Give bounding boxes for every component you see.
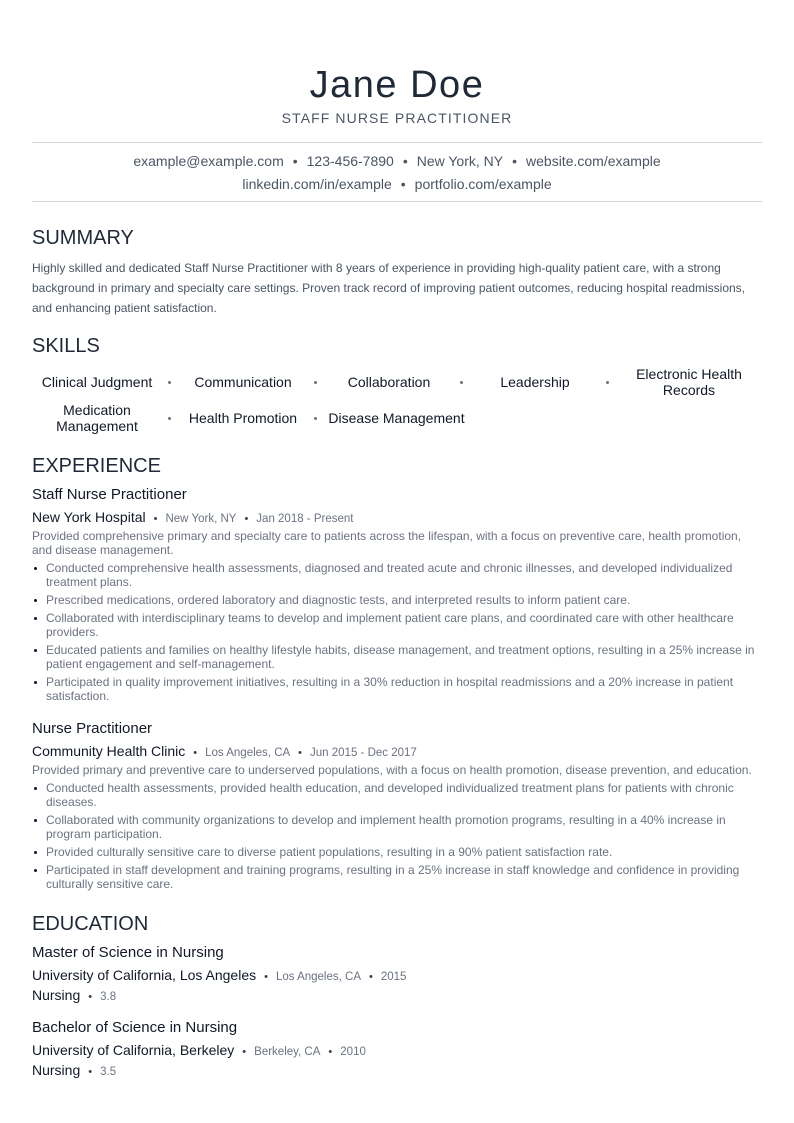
job-dates: Jan 2018 - Present <box>256 513 354 525</box>
phone-text[interactable]: 123-456-7890 <box>306 153 394 169</box>
employer-name: New York Hospital <box>32 509 146 525</box>
contact-separator: • <box>400 176 406 192</box>
summary-heading: SUMMARY <box>32 227 134 249</box>
job-title: Staff Nurse Practitioner <box>32 486 187 503</box>
contact-separator: • <box>512 153 518 169</box>
meta-separator: • <box>298 747 303 759</box>
candidate-name: Jane Doe <box>309 64 485 106</box>
meta-separator: • <box>88 1066 93 1078</box>
degree-title: Bachelor of Science in Nursing <box>32 1019 238 1036</box>
skill-separator <box>460 381 463 384</box>
school-name: University of California, Berkeley <box>32 1042 235 1058</box>
field-meta <box>32 1062 116 1080</box>
list-item: Prescribed medications, ordered laboratory and diagnostic tests, and interpreted results to inform patient care. <box>32 593 760 607</box>
employer-name: Community Health Clinic <box>32 743 186 759</box>
meta-separator: • <box>193 747 198 759</box>
experience-heading: EXPERIENCE <box>32 455 161 477</box>
email-link[interactable]: example@example.com <box>133 153 284 169</box>
graduation-year: 2015 <box>380 971 407 983</box>
gpa: 3.8 <box>100 991 117 1003</box>
skill-item: Leadership <box>500 374 570 390</box>
portfolio-link[interactable]: portfolio.com/example <box>414 176 552 192</box>
field-meta <box>32 987 116 1005</box>
list-item: Participated in staff development and training programs, resulting in a 25% increase in staff knowledge and confidence in providing culturally sensitive care. <box>32 863 760 891</box>
school-location: Berkeley, CA <box>254 1046 321 1058</box>
skill-item: Clinical Judgment <box>41 374 153 390</box>
skill-item: Medication Management <box>56 402 138 434</box>
job-meta <box>32 509 353 527</box>
job-description: Provided primary and preventive care to underserved populations, with a focus on health promotion, disease prevention, and education. <box>32 763 752 777</box>
school-meta <box>32 967 406 985</box>
contact-separator: • <box>292 153 298 169</box>
list-item: Collaborated with interdisciplinary teams to develop and implement patient care plans, and coordinated care with other healthcare providers. <box>32 611 760 639</box>
list-item: Provided culturally sensitive care to diverse patient populations, resulting in a 90% patient satisfaction rate. <box>32 845 760 859</box>
skill-item: Health Promotion <box>188 410 298 426</box>
school-meta <box>32 1042 366 1060</box>
field-of-study: Nursing <box>32 987 81 1003</box>
skill-separator <box>168 381 171 384</box>
meta-separator: • <box>369 971 373 983</box>
field-of-study: Nursing <box>32 1062 81 1078</box>
header-divider-bottom <box>32 201 762 202</box>
skills-grid <box>32 364 762 436</box>
school-name: University of California, Los Angeles <box>32 967 257 983</box>
job-title: STAFF NURSE PRACTITIONER <box>281 110 513 126</box>
list-item: Conducted health assessments, provided health education, and developed individualized treatment plans for patients with chronic diseases. <box>32 781 760 809</box>
job-title: Nurse Practitioner <box>32 720 153 737</box>
contact-separator: • <box>402 153 408 169</box>
skill-item: Collaboration <box>347 374 431 390</box>
job-description: Provided comprehensive primary and specialty care to patients across the lifespan, with a focus on preventive care, health promotion, and disease management. <box>32 529 742 557</box>
list-item: Conducted comprehensive health assessments, diagnosed and treated acute and chronic illnesses, and developed individualized treatment plans. <box>32 561 760 589</box>
job-location: New York, NY <box>165 513 237 525</box>
education-heading: EDUCATION <box>32 913 149 935</box>
meta-separator: • <box>244 513 249 525</box>
meta-separator: • <box>242 1046 247 1058</box>
list-item: Educated patients and families on healthy lifestyle habits, disease management, and treatment options, resulting in a 25% increase in patient engagement and self-management. <box>32 643 760 671</box>
job-location: Los Angeles, CA <box>205 747 291 759</box>
job-bullets <box>32 781 760 895</box>
job-dates: Jun 2015 - Dec 2017 <box>310 747 417 759</box>
meta-separator: • <box>264 971 268 983</box>
linkedin-link[interactable]: linkedin.com/in/example <box>242 176 392 192</box>
skill-item: Communication <box>194 374 292 390</box>
job-bullets <box>32 561 760 707</box>
skill-separator <box>314 381 317 384</box>
skills-heading: SKILLS <box>32 335 100 357</box>
gpa: 3.5 <box>100 1066 117 1078</box>
list-item: Collaborated with community organizations to develop and implement health promotion programs, resulting in a 40% increase in program participation. <box>32 813 760 841</box>
skill-separator <box>314 417 317 420</box>
meta-separator: • <box>328 1046 333 1058</box>
contact-line-2 <box>32 175 762 193</box>
job-meta <box>32 743 417 761</box>
location-text: New York, NY <box>416 153 504 169</box>
skill-separator <box>606 381 609 384</box>
list-item: Participated in quality improvement initiatives, resulting in a 30% reduction in hospital readmissions and a 20% increase in patient satisfaction. <box>32 675 760 703</box>
school-location: Los Angeles, CA <box>275 971 361 983</box>
website-link[interactable]: website.com/example <box>526 153 661 169</box>
degree-title: Master of Science in Nursing <box>32 944 224 961</box>
graduation-year: 2010 <box>340 1046 366 1058</box>
summary-text: Highly skilled and dedicated Staff Nurse Practitioner with 8 years of experience in providing high-quality patient care, with a strong background in primary and specialty care settings. Proven track record of improving patient outcomes, reducing hospital readmissions, and enhancing patient satisfaction. <box>32 261 746 315</box>
meta-separator: • <box>88 991 93 1003</box>
skill-item: Disease Management <box>328 410 465 426</box>
skill-item: Electronic Health Records <box>636 366 742 398</box>
contact-line-1 <box>32 152 762 170</box>
meta-separator: • <box>153 513 158 525</box>
skill-separator <box>168 417 171 420</box>
header-divider-top <box>32 142 762 143</box>
